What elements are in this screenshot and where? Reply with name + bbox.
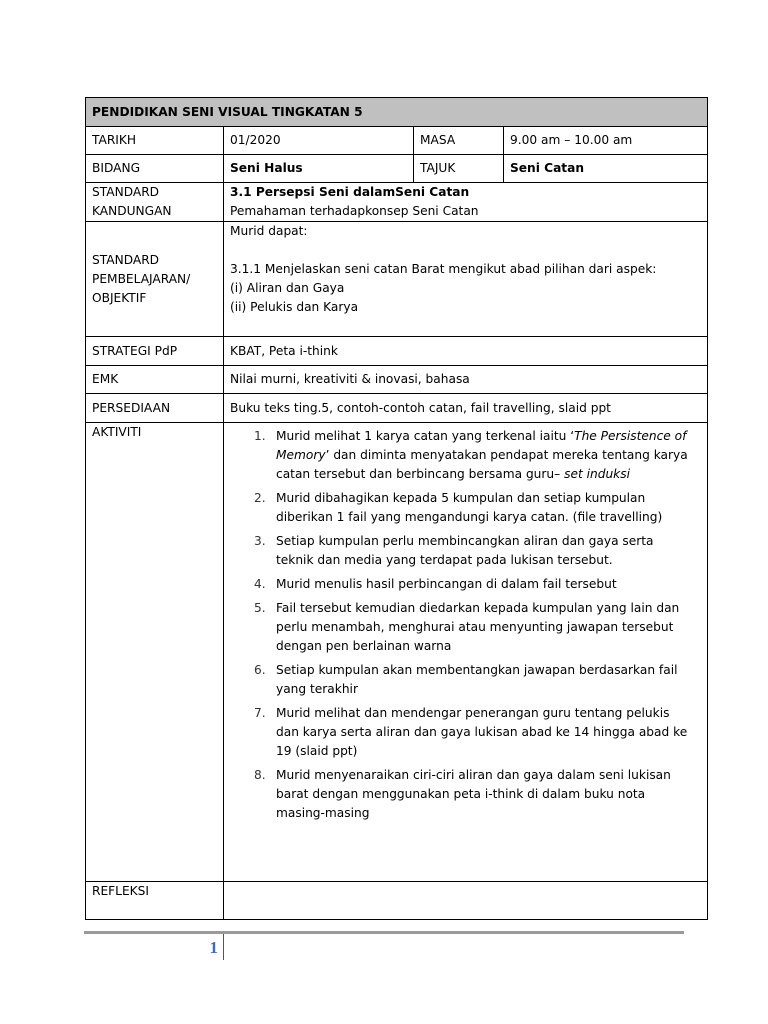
activity-item bbox=[230, 489, 701, 527]
activity-text: Murid dibahagikan kepada 5 kumpulan dan setiap kumpulan diberikan 1 fail yang mengandungi karya catan. (file travelling) bbox=[276, 491, 663, 524]
strategi-label: STRATEGI PdP bbox=[86, 337, 224, 366]
activity-text: Setiap kumpulan perlu membincangkan aliran dan gaya serta teknik dan media yang terdapat pada lukisan tersebut. bbox=[276, 534, 654, 567]
standard-kandungan-label-line1: STANDARD bbox=[92, 185, 160, 199]
activity-text-part: ’ dan diminta menyatakan pendapat mereka tentang karya catan tersebut dan berbincang bersama guru– bbox=[276, 448, 688, 481]
standard-pembelajaran-content bbox=[224, 222, 708, 337]
activity-number: 8. bbox=[254, 768, 266, 782]
row-standard-kandungan bbox=[86, 183, 708, 222]
bidang-label: BIDANG bbox=[86, 155, 224, 183]
aktiviti-label: AKTIVITI bbox=[86, 423, 224, 882]
activity-text: Murid menyenaraikan ciri-ciri aliran dan gaya dalam seni lukisan barat dengan menggunakan peta i-think di dalam buku nota masing-masing bbox=[276, 768, 671, 820]
masa-value: 9.00 am – 10.00 am bbox=[504, 127, 708, 155]
footer-rule bbox=[84, 931, 684, 934]
lesson-plan-table bbox=[85, 97, 708, 920]
tarikh-label: TARIKH bbox=[86, 127, 224, 155]
standard-kandungan-label-line2: KANDUNGAN bbox=[92, 204, 172, 218]
objektif-line2: (i) Aliran dan Gaya bbox=[230, 281, 345, 295]
header-row bbox=[86, 98, 708, 127]
row-tarikh-masa bbox=[86, 127, 708, 155]
emk-value: Nilai murni, kreativiti & inovasi, bahasa bbox=[224, 366, 708, 394]
activity-text: Murid menulis hasil perbincangan di dalam fail tersebut bbox=[276, 577, 617, 591]
persediaan-value: Buku teks ting.5, contoh-contoh catan, fail travelling, slaid ppt bbox=[224, 394, 708, 423]
standard-pembelajaran-label-line3: OBJEKTIF bbox=[92, 290, 147, 305]
refleksi-label: REFLEKSI bbox=[86, 882, 224, 920]
activity-item bbox=[230, 766, 701, 823]
bidang-value: Seni Halus bbox=[224, 155, 414, 183]
row-emk bbox=[86, 366, 708, 394]
activity-text-part: Murid melihat 1 karya catan yang terkenal iaitu ‘ bbox=[276, 429, 575, 443]
row-bidang-tajuk bbox=[86, 155, 708, 183]
persediaan-label: PERSEDIAAN bbox=[86, 394, 224, 423]
refleksi-value bbox=[224, 882, 708, 920]
activity-tag: set induksi bbox=[564, 467, 630, 481]
row-strategi bbox=[86, 337, 708, 366]
activity-number: 1. bbox=[254, 429, 266, 443]
activity-number: 5. bbox=[254, 601, 266, 615]
footer-separator bbox=[223, 934, 224, 960]
activity-item bbox=[230, 427, 701, 484]
page-number: 1 bbox=[209, 938, 218, 957]
activity-number: 7. bbox=[254, 706, 266, 720]
activity-number: 4. bbox=[254, 577, 266, 591]
activity-item bbox=[230, 661, 701, 699]
objektif-line3: (ii) Pelukis dan Karya bbox=[230, 300, 359, 314]
tajuk-value: Seni Catan bbox=[504, 155, 708, 183]
standard-kandungan-label bbox=[86, 183, 224, 222]
tarikh-value: 01/2020 bbox=[224, 127, 414, 155]
standard-kandungan-desc: Pemahaman terhadapkonsep Seni Catan bbox=[230, 204, 479, 218]
activity-item bbox=[230, 704, 701, 761]
artwork-title: The Persistence of Memory bbox=[276, 429, 687, 462]
row-standard-pembelajaran bbox=[86, 222, 708, 337]
activity-item bbox=[230, 575, 701, 594]
activity-list bbox=[230, 427, 701, 823]
row-aktiviti bbox=[86, 423, 708, 882]
activity-item bbox=[230, 532, 701, 570]
tajuk-label: TAJUK bbox=[414, 155, 504, 183]
activity-text: Murid melihat dan mendengar penerangan guru tentang pelukis dan karya serta aliran dan gaya lukisan abad ke 14 hingga abad ke 19 (slaid ppt) bbox=[276, 706, 688, 758]
standard-pembelajaran-label-line1: STANDARD bbox=[92, 252, 160, 267]
activity-number: 2. bbox=[254, 491, 266, 505]
row-refleksi bbox=[86, 882, 708, 920]
objektif-line1: 3.1.1 Menjelaskan seni catan Barat mengikut abad pilihan dari aspek: bbox=[230, 262, 657, 276]
emk-label: EMK bbox=[86, 366, 224, 394]
activity-number: 6. bbox=[254, 663, 266, 677]
table-header-title: PENDIDIKAN SENI VISUAL TINGKATAN 5 bbox=[86, 98, 708, 127]
objektif-intro: Murid dapat: bbox=[230, 224, 308, 238]
activity-text: Setiap kumpulan akan membentangkan jawapan berdasarkan fail yang terakhir bbox=[276, 663, 678, 696]
row-persediaan bbox=[86, 394, 708, 423]
activity-item bbox=[230, 599, 701, 656]
standard-kandungan-title: 3.1 Persepsi Seni dalamSeni Catan bbox=[230, 185, 470, 199]
aktiviti-content bbox=[224, 423, 708, 882]
masa-label: MASA bbox=[414, 127, 504, 155]
standard-pembelajaran-label bbox=[86, 222, 224, 337]
standard-pembelajaran-label-line2: PEMBELAJARAN/ bbox=[92, 271, 191, 286]
strategi-value: KBAT, Peta i-think bbox=[224, 337, 708, 366]
activity-number: 3. bbox=[254, 534, 266, 548]
standard-kandungan-content bbox=[224, 183, 708, 222]
activity-text: Fail tersebut kemudian diedarkan kepada kumpulan yang lain dan perlu menambah, menghurai atau menyunting jawapan tersebut dengan pen berlainan warna bbox=[276, 601, 680, 653]
